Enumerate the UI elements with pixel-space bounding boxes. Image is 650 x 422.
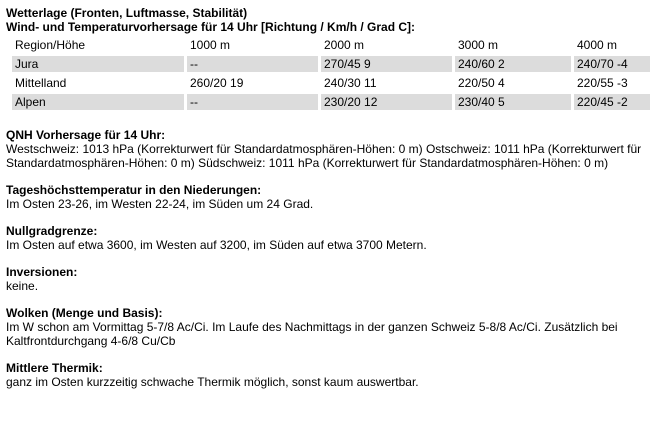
table-cell: Alpen xyxy=(12,94,184,110)
section-text: Im W schon am Vormittag 5-7/8 Ac/Ci. Im Laufe des Nachmittags in der ganzen Schweiz 5-8/8 Ac/Ci. Zusätzlich bei Kaltfrontdurchgang 4-6/8 Cu/Cb xyxy=(6,320,618,348)
table-cell: 270/45 9 xyxy=(321,56,452,72)
table-header-cell: 4000 m xyxy=(577,38,618,52)
thermal-section xyxy=(6,361,644,389)
table-row xyxy=(12,56,650,72)
table-header-cell: 3000 m xyxy=(458,38,499,52)
freezing-level-section xyxy=(6,224,644,252)
wind-temp-subtitle: Wind- und Temperaturvorhersage für 14 Uhr [Richtung / Km/h / Grad C]: xyxy=(6,20,416,34)
wind-temperature-table xyxy=(9,34,650,113)
section-text: ganz im Osten kurzzeitig schwache Thermik möglich, sonst kaum auswertbar. xyxy=(6,375,419,389)
section-text: Im Osten 23-26, im Westen 22-24, im Süden um 24 Grad. xyxy=(6,197,314,211)
table-cell: 260/20 19 xyxy=(190,76,244,90)
section-title: QNH Vorhersage für 14 Uhr: xyxy=(6,128,166,142)
max-temperature-section xyxy=(6,183,644,211)
report-title: Wetterlage (Fronten, Luftmasse, Stabilität) xyxy=(6,6,248,20)
table-cell: 220/45 -2 xyxy=(574,94,650,110)
table-cell: 240/30 11 xyxy=(324,76,377,90)
table-cell: 230/40 5 xyxy=(455,94,571,110)
section-title: Mittlere Thermik: xyxy=(6,361,103,375)
section-text: keine. xyxy=(6,279,39,293)
table-cell: 240/70 -4 xyxy=(574,56,650,72)
clouds-section xyxy=(6,306,644,348)
table-cell: Jura xyxy=(12,56,184,72)
table-header-cell: 2000 m xyxy=(324,38,365,52)
section-title: Wolken (Menge und Basis): xyxy=(6,306,163,320)
table-cell: 240/60 2 xyxy=(455,56,571,72)
section-title: Nullgradgrenze: xyxy=(6,224,98,238)
qnh-section xyxy=(6,128,644,170)
table-row xyxy=(12,75,650,91)
table-cell: 220/55 -3 xyxy=(577,76,628,90)
table-header-cell: Region/Höhe xyxy=(15,38,86,52)
table-cell: 220/50 4 xyxy=(458,76,505,90)
section-title: Tageshöchsttemperatur in den Niederungen: xyxy=(6,183,262,197)
table-cell: -- xyxy=(187,56,318,72)
section-text: Westschweiz: 1013 hPa (Korrekturwert für Standardatmosphären-Höhen: 0 m) Ostschweiz: 1011 hPa (Korrekturwert für Standardatmosphären-Höhen: 0 m) Südschweiz: 1011 hPa (Korrekturwert für Standardatmosphären-Höhen: 0 m) xyxy=(6,142,642,170)
table-header-row xyxy=(12,37,650,53)
section-title: Inversionen: xyxy=(6,265,78,279)
table-row xyxy=(12,94,650,110)
table-cell: Mittelland xyxy=(15,76,67,90)
inversions-section xyxy=(6,265,644,293)
table-cell: -- xyxy=(187,94,318,110)
section-text: Im Osten auf etwa 3600, im Westen auf 3200, im Süden auf etwa 3700 Metern. xyxy=(6,238,427,252)
table-cell: 230/20 12 xyxy=(321,94,452,110)
table-header-cell: 1000 m xyxy=(190,38,231,52)
